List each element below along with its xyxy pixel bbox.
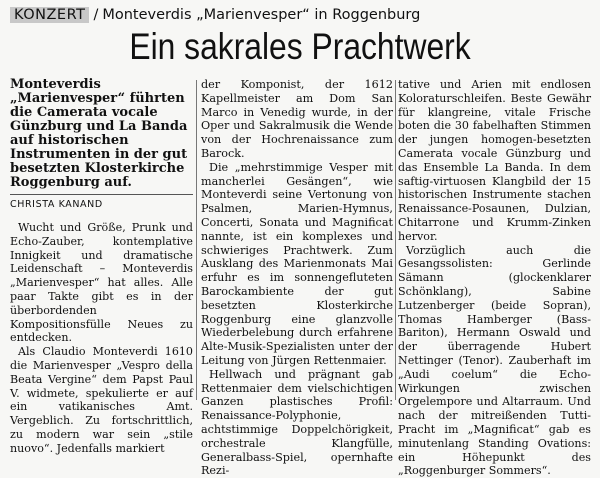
- column-divider: [196, 80, 197, 400]
- paragraph: Hellwach und prägnant gab Rettenmaier dem vielschichtigen Ganzen plastisches Profil: Renaissance-Polyphonie, achtstimmige Doppelchörigkeit, orchestrale Klangfülle, Generalbass-Spiel, opernhafte Rezi-: [201, 367, 393, 478]
- article-column-3: [398, 78, 591, 478]
- paragraph: Vorzüglich auch die Gesangssolisten: Gerlinde Sämann (glockenklarer Schönklang), Sabine Lutzenberger (beide Sopran), Thomas Hamberger (Bass-Bariton), Hermann Oswald und der überragende Hubert Nettinger (Tenor). Zauberhaft im „Audi coelum“ die Echo-Wirkungen zwischen Orgelempore und Altarraum. Und nach der mitreißenden Tutti-Pracht im „Magnificat“ gab es minutenlang Standing Ovations: ein Höhepunkt des „Roggenburger Sommers“.: [398, 243, 591, 478]
- paragraph: tative und Arien mit endlosen Koloraturschleifen. Beste Gewähr für klangreine, vitale Frische boten die 30 fabelhaften Stimmen der jungen homogen-besetzten Camerata vocale Günzburg und das Ensemble La Banda. In dem saftig-virtuosen Klangbild der 15 historischen Instrumente stachen Renaissance-Posaunen, Dulzian, Chitarrone und Krumm-Zinken hervor.: [398, 78, 591, 243]
- section-label: KONZERT: [10, 7, 89, 23]
- article-column-2: [201, 78, 393, 478]
- author-byline: CHRISTA KANAND: [10, 194, 193, 211]
- paragraph: Als Claudio Monteverdi 1610 die Marienvesper „Vespro della Beata Vergine“ dem Papst Paul V. widmete, spekulierte er auf ein vatikanisches Amt. Vergeblich. Zu fortschrittlich, zu modern war sein „stile nuovo“. Jedenfalls markiert: [10, 345, 193, 455]
- article-kicker: [10, 5, 590, 25]
- kicker-separator: /: [93, 7, 99, 23]
- column-divider: [395, 80, 396, 400]
- paragraph: Die „mehrstimmige Vesper mit mancherlei Gesängen“, wie Monteverdi seine Vertonung von Psalmen, Marien-Hymnus, Concerti, Sonata und Magnificat nannte, ist ein komplexes und schwieriges Prachtwerk. Zum Ausklang des Marienmonats Mai erfuhr es im sonnengefluteten Barockambiente der gut besetzten Klosterkirche Roggenburg eine glanzvolle Wiederbelebung durch erfahrene Alte-Musik-Spezialisten unter der Leitung von Jürgen Rettenmaier.: [201, 160, 393, 367]
- article-column-1: [10, 77, 193, 455]
- kicker-title: Monteverdis „Marienvesper“ in Roggenburg: [102, 7, 421, 23]
- article-headline: Ein sakrales Prachtwerk: [129, 26, 471, 67]
- article-lead: Monteverdis „Marienvesper“ führten die Camerata vocale Günzburg und La Banda auf historischen Instrumenten in der gut besetzten Klosterkirche Roggenburg auf.: [10, 77, 188, 190]
- paragraph: Wucht und Größe, Prunk und Echo-Zauber, kontemplative Innigkeit und dramatische Leidenschaft – Monteverdis „Marienvesper“ hat alles. Alle paar Takte gibt es in der überbordenden Kompositionsfülle Neues zu entdecken.: [10, 221, 193, 345]
- paragraph: der Komponist, der 1612 Kapellmeister am Dom San Marco in Venedig wurde, in der Oper und Sakralmusik die Wende von der Hochrenaissance zum Barock.: [201, 78, 393, 160]
